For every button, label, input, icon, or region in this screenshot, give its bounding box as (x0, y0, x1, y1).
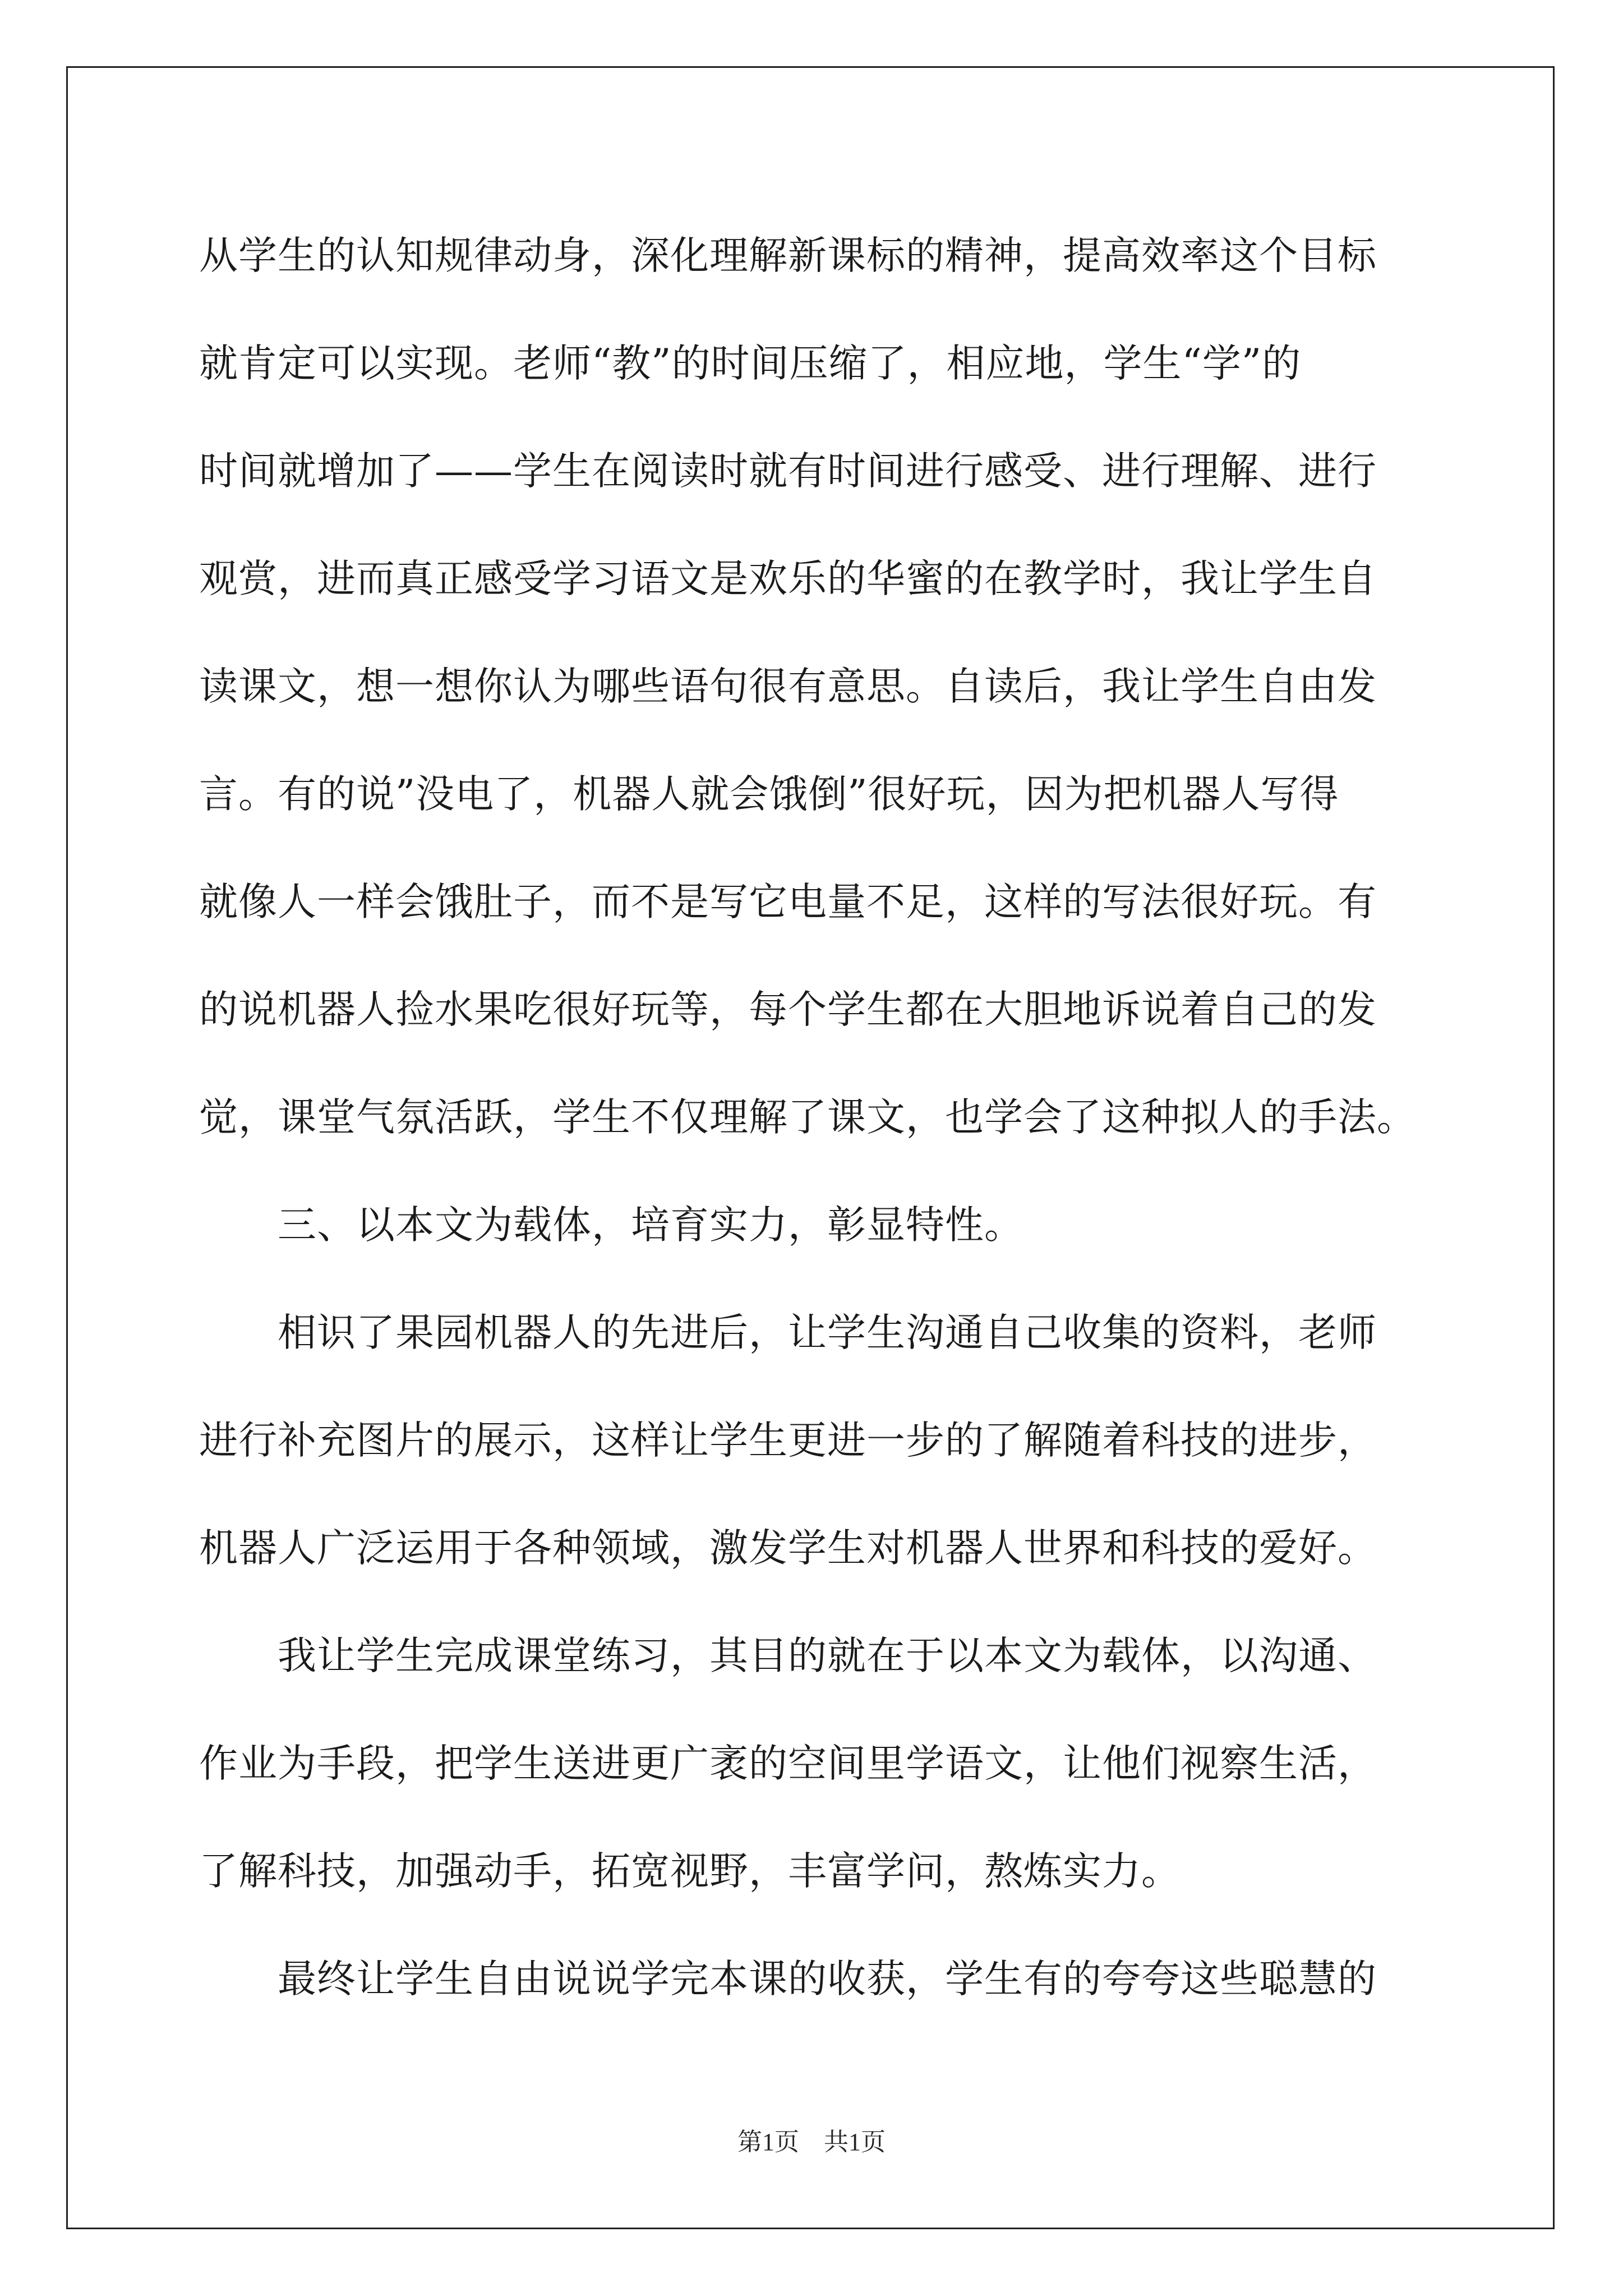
text-line: 相识了果园机器人的先进后，让学生沟通自己收集的资料，老师 (199, 1310, 1377, 1355)
text-line: 观赏，进而真正感受学习语文是欢乐的华蜜的在教学时，我让学生自 (199, 556, 1377, 601)
text-line: 就像人一样会饿肚子，而不是写它电量不足，这样的写法很好玩。有 (199, 880, 1377, 924)
text-line: 时间就增加了——学生在阅读时就有时间进行感受、进行理解、进行 (199, 449, 1377, 494)
text-line: 作业为手段，把学生送进更广袤的空间里学语文，让他们视察生活， (199, 1741, 1377, 1786)
text-line: 机器人广泛运用于各种领域，激发学生对机器人世界和科技的爱好。 (199, 1526, 1377, 1571)
text-line: 的说机器人捡水果吃很好玩等，每个学生都在大胆地诉说着自己的发 (199, 987, 1377, 1032)
text-line: 最终让学生自由说说学完本课的收获，学生有的夸夸这些聪慧的 (199, 1957, 1377, 2001)
section-heading: 三、以本文为载体，培育实力，彰显特性。 (199, 1203, 1023, 1248)
text-line: 言。有的说”没电了，机器人就会饿倒”很好玩，因为把机器人写得 (199, 772, 1339, 817)
text-line: 觉，课堂气氛活跃，学生不仅理解了课文，也学会了这种拟人的手法。 (199, 1095, 1416, 1140)
text-line: 读课文，想一想你认为哪些语句很有意思。自读后，我让学生自由发 (199, 664, 1377, 709)
page-number-footer: 第1页 共1页 (737, 2128, 886, 2156)
text-line: 就肯定可以实现。老师“教”的时间压缩了，相应地，学生“学”的 (199, 341, 1302, 386)
text-line: 从学生的认知规律动身，深化理解新课标的精神，提高效率这个目标 (199, 233, 1377, 278)
text-line: 了解科技，加强动手，拓宽视野，丰富学问，熬炼实力。 (199, 1849, 1181, 1894)
text-line: 进行补充图片的展示，这样让学生更进一步的了解随着科技的进步， (199, 1418, 1377, 1463)
text-line: 我让学生完成课堂练习，其目的就在于以本文为载体，以沟通、 (199, 1634, 1377, 1678)
document-body (199, 202, 1461, 2033)
